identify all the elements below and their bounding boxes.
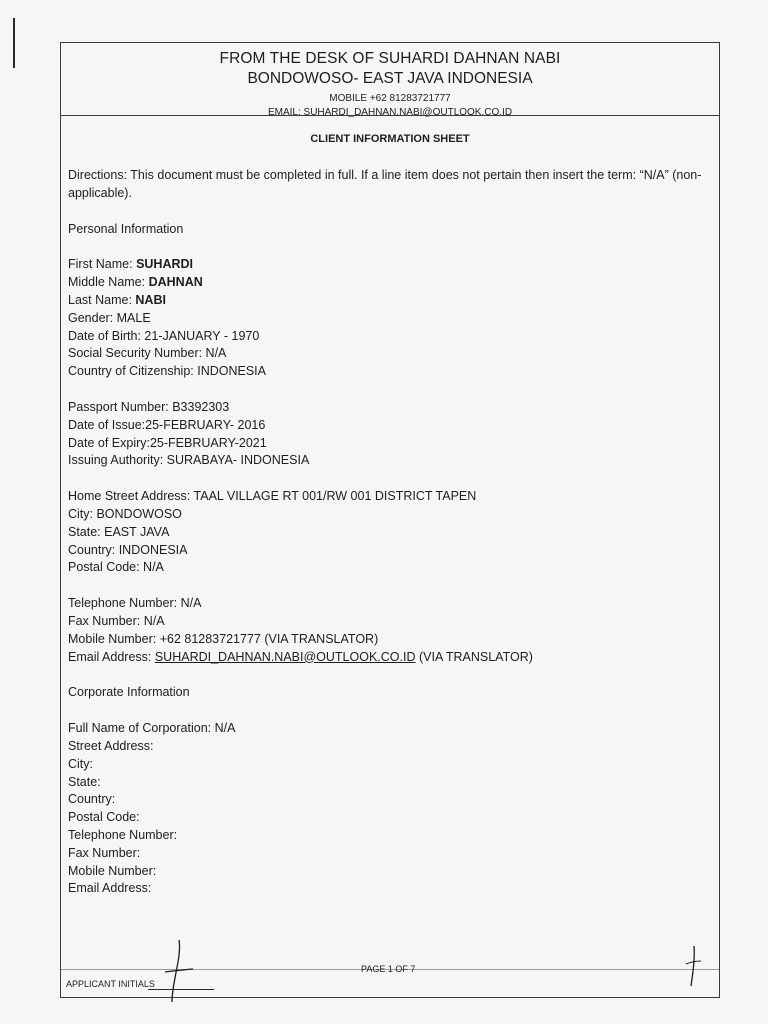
- corp-email-field: Email Address:: [68, 881, 152, 896]
- city-field: City: BONDOWOSO: [68, 506, 182, 521]
- dob-field: Date of Birth: 21-JANUARY - 1970: [68, 328, 260, 343]
- email-label: Email Address:: [68, 649, 155, 664]
- corp-state-field: State:: [68, 774, 101, 789]
- last-name-field: [68, 292, 713, 310]
- email-link[interactable]: SUHARDI_DAHNAN.NABI@OUTLOOK.CO.ID: [154, 649, 416, 664]
- letterhead-name: FROM THE DESK OF SUHARDI DAHNAN NABI: [219, 50, 561, 67]
- home-street-field: Home Street Address: TAAL VILLAGE RT 001/RW 001 DISTRICT TAPEN: [68, 489, 477, 504]
- citizenship-field: Country of Citizenship: INDONESIA: [68, 364, 266, 379]
- corp-mobile-field: Mobile Number:: [68, 863, 157, 878]
- country-field: Country: INDONESIA: [68, 542, 188, 557]
- middle-name-value: DAHNAN: [148, 275, 203, 290]
- first-name-field: [68, 256, 713, 274]
- header-divider: [61, 115, 719, 116]
- email-field: [68, 649, 713, 667]
- corp-fax-field: Fax Number:: [68, 845, 141, 860]
- initials-signature-mark: [160, 938, 196, 1004]
- gender-field: Gender: MALE: [68, 310, 151, 325]
- directions-text: Directions: This document must be completed in full. If a line item does not pertain then insert the term: “N/A” (non-applicable).: [68, 168, 702, 200]
- postal-field: Postal Code: N/A: [68, 560, 164, 575]
- issue-date-field: Date of Issue:25-FEBRUARY- 2016: [68, 417, 266, 432]
- corp-telephone-field: Telephone Number:: [68, 827, 178, 842]
- email-suffix: (VIA TRANSLATOR): [415, 649, 533, 664]
- margin-scan-mark: [13, 18, 15, 68]
- form-body: [68, 167, 713, 898]
- corporate-info-heading: Corporate Information: [68, 685, 190, 700]
- state-field: State: EAST JAVA: [68, 524, 170, 539]
- mobile-field: Mobile Number: +62 81283721777 (VIA TRANSLATOR): [68, 631, 379, 646]
- first-name-label: First Name:: [68, 257, 137, 272]
- page-initial-mark: [682, 944, 704, 990]
- letterhead-location: BONDOWOSO- EAST JAVA INDONESIA: [247, 70, 533, 87]
- letterhead-mobile: MOBILE +62 81283721777: [329, 93, 451, 104]
- corp-city-field: City:: [68, 756, 93, 771]
- expiry-date-field: Date of Expiry:25-FEBRUARY-2021: [68, 435, 267, 450]
- corp-name-field: Full Name of Corporation: N/A: [68, 721, 236, 736]
- fax-field: Fax Number: N/A: [68, 613, 165, 628]
- document-frame: [60, 42, 720, 998]
- issuing-authority-field: Issuing Authority: SURABAYA- INDONESIA: [68, 453, 310, 468]
- applicant-initials-label: APPLICANT INITIALS: [66, 979, 155, 989]
- sheet-title: CLIENT INFORMATION SHEET: [310, 133, 470, 145]
- letterhead-email: EMAIL: SUHARDI_DAHNAN.NABI@OUTLOOK.CO.ID: [267, 107, 513, 118]
- page-number: PAGE 1 OF 7: [361, 964, 416, 974]
- middle-name-field: [68, 274, 713, 292]
- passport-field: Passport Number: B3392303: [68, 399, 230, 414]
- first-name-value: SUHARDI: [136, 257, 194, 272]
- personal-info-heading: Personal Information: [68, 221, 184, 236]
- ssn-field: Social Security Number: N/A: [68, 346, 227, 361]
- telephone-field: Telephone Number: N/A: [68, 596, 202, 611]
- middle-name-label: Middle Name:: [68, 275, 149, 290]
- corp-street-field: Street Address:: [68, 738, 154, 753]
- last-name-label: Last Name:: [68, 292, 136, 307]
- corp-postal-field: Postal Code:: [68, 810, 140, 825]
- last-name-value: NABI: [135, 292, 166, 307]
- letterhead: [61, 43, 719, 120]
- corp-country-field: Country:: [68, 792, 116, 807]
